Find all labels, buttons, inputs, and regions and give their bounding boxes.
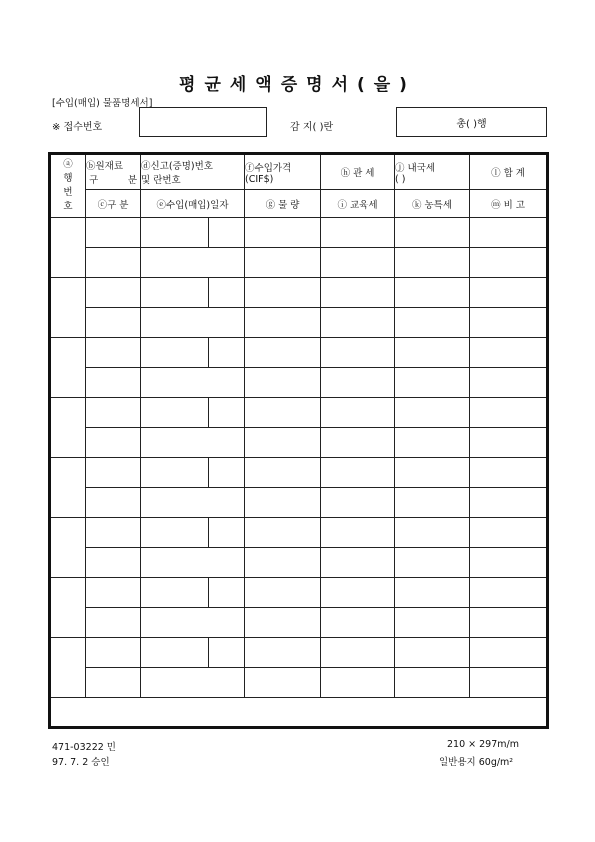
- table-footer-row: [50, 698, 548, 728]
- receipt-number-label: ※ 접수번호: [52, 122, 103, 133]
- price-cell[interactable]: [245, 218, 321, 248]
- date-cell[interactable]: [141, 368, 245, 398]
- header-material-line2: 구 분: [89, 175, 137, 186]
- material-cell[interactable]: [86, 278, 141, 308]
- header-remarks: ⓜ 비 고: [470, 190, 548, 218]
- price-cell[interactable]: [245, 638, 321, 668]
- header-import-price-line2: (CIF$): [245, 173, 274, 185]
- header-category: ⓒ구 분: [86, 190, 141, 218]
- material-cell[interactable]: [86, 518, 141, 548]
- row-number-cell[interactable]: [50, 638, 86, 698]
- header-domestic-tax-line1: ⓙ 내국세: [395, 162, 436, 174]
- rural-tax-cell[interactable]: [395, 308, 470, 338]
- declaration-cell[interactable]: [141, 278, 209, 308]
- header-domestic-tax-line2: ( ): [395, 173, 406, 185]
- category-cell[interactable]: [86, 308, 141, 338]
- category-cell[interactable]: [86, 608, 141, 638]
- total-rows-box: [396, 107, 547, 137]
- duty-cell[interactable]: [321, 638, 395, 668]
- receipt-number-field[interactable]: [139, 107, 267, 137]
- row-number-cell[interactable]: [50, 398, 86, 458]
- row-number-cell[interactable]: [50, 578, 86, 638]
- duty-cell[interactable]: [321, 338, 395, 368]
- date-cell[interactable]: [141, 548, 245, 578]
- total-cell[interactable]: [470, 398, 548, 428]
- price-cell[interactable]: [245, 398, 321, 428]
- remarks-cell[interactable]: [470, 428, 548, 458]
- total-rows-label: 총( )행: [456, 118, 487, 130]
- declaration-cell[interactable]: [141, 458, 209, 488]
- rural-tax-cell[interactable]: [395, 248, 470, 278]
- rural-tax-cell[interactable]: [395, 368, 470, 398]
- paper-size: 210 × 297m/m: [447, 739, 519, 750]
- price-cell[interactable]: [245, 338, 321, 368]
- price-cell[interactable]: [245, 518, 321, 548]
- header-material: [86, 154, 141, 190]
- remarks-cell[interactable]: [470, 248, 548, 278]
- education-tax-cell[interactable]: [321, 608, 395, 638]
- header-rural-tax: ⓚ 농특세: [395, 190, 470, 218]
- rural-tax-cell[interactable]: [395, 548, 470, 578]
- rural-tax-cell[interactable]: [395, 488, 470, 518]
- paper-type: 일반용지 60g/m²: [439, 757, 514, 768]
- header-import-date: ⓔ수입(매입)일자: [141, 190, 245, 218]
- header-total: ⓛ 합 계: [470, 154, 548, 190]
- category-cell[interactable]: [86, 368, 141, 398]
- item-line-cell[interactable]: [209, 278, 245, 308]
- declaration-cell[interactable]: [141, 338, 209, 368]
- item-line-cell[interactable]: [209, 338, 245, 368]
- item-line-cell[interactable]: [209, 638, 245, 668]
- header-domestic-tax: [395, 154, 470, 190]
- header-declaration-line2: 및 란번호: [141, 175, 181, 186]
- quantity-cell[interactable]: [245, 248, 321, 278]
- quantity-cell[interactable]: [245, 428, 321, 458]
- domestic-tax-cell[interactable]: [395, 458, 470, 488]
- quantity-cell[interactable]: [245, 488, 321, 518]
- quantity-cell[interactable]: [245, 608, 321, 638]
- education-tax-cell[interactable]: [321, 668, 395, 698]
- material-cell[interactable]: [86, 638, 141, 668]
- domestic-tax-cell[interactable]: [395, 278, 470, 308]
- duty-cell[interactable]: [321, 458, 395, 488]
- header-declaration-number: [141, 154, 245, 190]
- row-number-cell[interactable]: [50, 458, 86, 518]
- total-cell[interactable]: [470, 458, 548, 488]
- total-cell[interactable]: [470, 338, 548, 368]
- date-cell[interactable]: [141, 488, 245, 518]
- date-cell[interactable]: [141, 428, 245, 458]
- row-number-cell[interactable]: [50, 518, 86, 578]
- category-cell[interactable]: [86, 668, 141, 698]
- remarks-cell[interactable]: [470, 308, 548, 338]
- header-import-price: [245, 154, 321, 190]
- rural-tax-cell[interactable]: [395, 608, 470, 638]
- remarks-cell[interactable]: [470, 608, 548, 638]
- domestic-tax-cell[interactable]: [395, 518, 470, 548]
- remarks-cell[interactable]: [470, 548, 548, 578]
- duty-cell[interactable]: [321, 218, 395, 248]
- declaration-cell[interactable]: [141, 398, 209, 428]
- remarks-cell[interactable]: [470, 368, 548, 398]
- total-cell[interactable]: [470, 578, 548, 608]
- education-tax-cell[interactable]: [321, 428, 395, 458]
- total-cell[interactable]: [470, 638, 548, 668]
- goods-table: [48, 152, 549, 729]
- header-import-price-line1: ⓕ수입가격: [245, 162, 292, 174]
- education-tax-cell[interactable]: [321, 368, 395, 398]
- row-number-cell[interactable]: [50, 278, 86, 338]
- material-cell[interactable]: [86, 578, 141, 608]
- total-cell[interactable]: [470, 218, 548, 248]
- remarks-cell[interactable]: [470, 488, 548, 518]
- header-customs-duty: ⓗ 관 세: [321, 154, 395, 190]
- education-tax-cell[interactable]: [321, 308, 395, 338]
- material-cell[interactable]: [86, 218, 141, 248]
- material-cell[interactable]: [86, 458, 141, 488]
- duty-cell[interactable]: [321, 398, 395, 428]
- declaration-cell[interactable]: [141, 578, 209, 608]
- price-cell[interactable]: [245, 578, 321, 608]
- declaration-cell[interactable]: [141, 218, 209, 248]
- domestic-tax-cell[interactable]: [395, 398, 470, 428]
- row-number-cell[interactable]: [50, 218, 86, 278]
- category-cell[interactable]: [86, 428, 141, 458]
- form-title: 평균세액증명서(을): [179, 75, 416, 95]
- rural-tax-cell[interactable]: [395, 668, 470, 698]
- item-line-cell[interactable]: [209, 398, 245, 428]
- total-cell[interactable]: [470, 518, 548, 548]
- price-cell[interactable]: [245, 278, 321, 308]
- remarks-cell[interactable]: [470, 668, 548, 698]
- item-line-cell[interactable]: [209, 578, 245, 608]
- education-tax-cell[interactable]: [321, 548, 395, 578]
- category-cell[interactable]: [86, 248, 141, 278]
- declaration-cell[interactable]: [141, 518, 209, 548]
- quantity-cell[interactable]: [245, 368, 321, 398]
- form-number: 471-03222 민: [52, 742, 116, 753]
- domestic-tax-cell[interactable]: [395, 338, 470, 368]
- domestic-tax-cell[interactable]: [395, 638, 470, 668]
- material-cell[interactable]: [86, 338, 141, 368]
- header-quantity: ⓖ 물 량: [245, 190, 321, 218]
- domestic-tax-cell[interactable]: [395, 578, 470, 608]
- office-label: 감 지( )란: [290, 122, 334, 133]
- form-subtitle: [수입(매입) 물품명세서]: [52, 98, 153, 109]
- quantity-cell[interactable]: [245, 668, 321, 698]
- row-number-cell[interactable]: [50, 338, 86, 398]
- date-cell[interactable]: [141, 668, 245, 698]
- item-line-cell[interactable]: [209, 518, 245, 548]
- category-cell[interactable]: [86, 548, 141, 578]
- total-cell[interactable]: [470, 278, 548, 308]
- item-line-cell[interactable]: [209, 218, 245, 248]
- date-cell[interactable]: [141, 308, 245, 338]
- approval-date: 97. 7. 2 승인: [52, 757, 110, 768]
- quantity-cell[interactable]: [245, 308, 321, 338]
- quantity-cell[interactable]: [245, 548, 321, 578]
- header-row-number: ⓐ 행 번 호: [50, 154, 86, 218]
- declaration-cell[interactable]: [141, 638, 209, 668]
- rural-tax-cell[interactable]: [395, 428, 470, 458]
- header-education-tax: ⓘ 교육세: [321, 190, 395, 218]
- header-declaration-line1: ⓓ신고(증명)번호: [141, 161, 213, 172]
- domestic-tax-cell[interactable]: [395, 218, 470, 248]
- price-cell[interactable]: [245, 458, 321, 488]
- education-tax-cell[interactable]: [321, 248, 395, 278]
- date-cell[interactable]: [141, 608, 245, 638]
- duty-cell[interactable]: [321, 278, 395, 308]
- item-line-cell[interactable]: [209, 458, 245, 488]
- duty-cell[interactable]: [321, 518, 395, 548]
- material-cell[interactable]: [86, 398, 141, 428]
- duty-cell[interactable]: [321, 578, 395, 608]
- header-material-line1: ⓑ원재료: [86, 161, 124, 172]
- date-cell[interactable]: [141, 248, 245, 278]
- category-cell[interactable]: [86, 488, 141, 518]
- education-tax-cell[interactable]: [321, 488, 395, 518]
